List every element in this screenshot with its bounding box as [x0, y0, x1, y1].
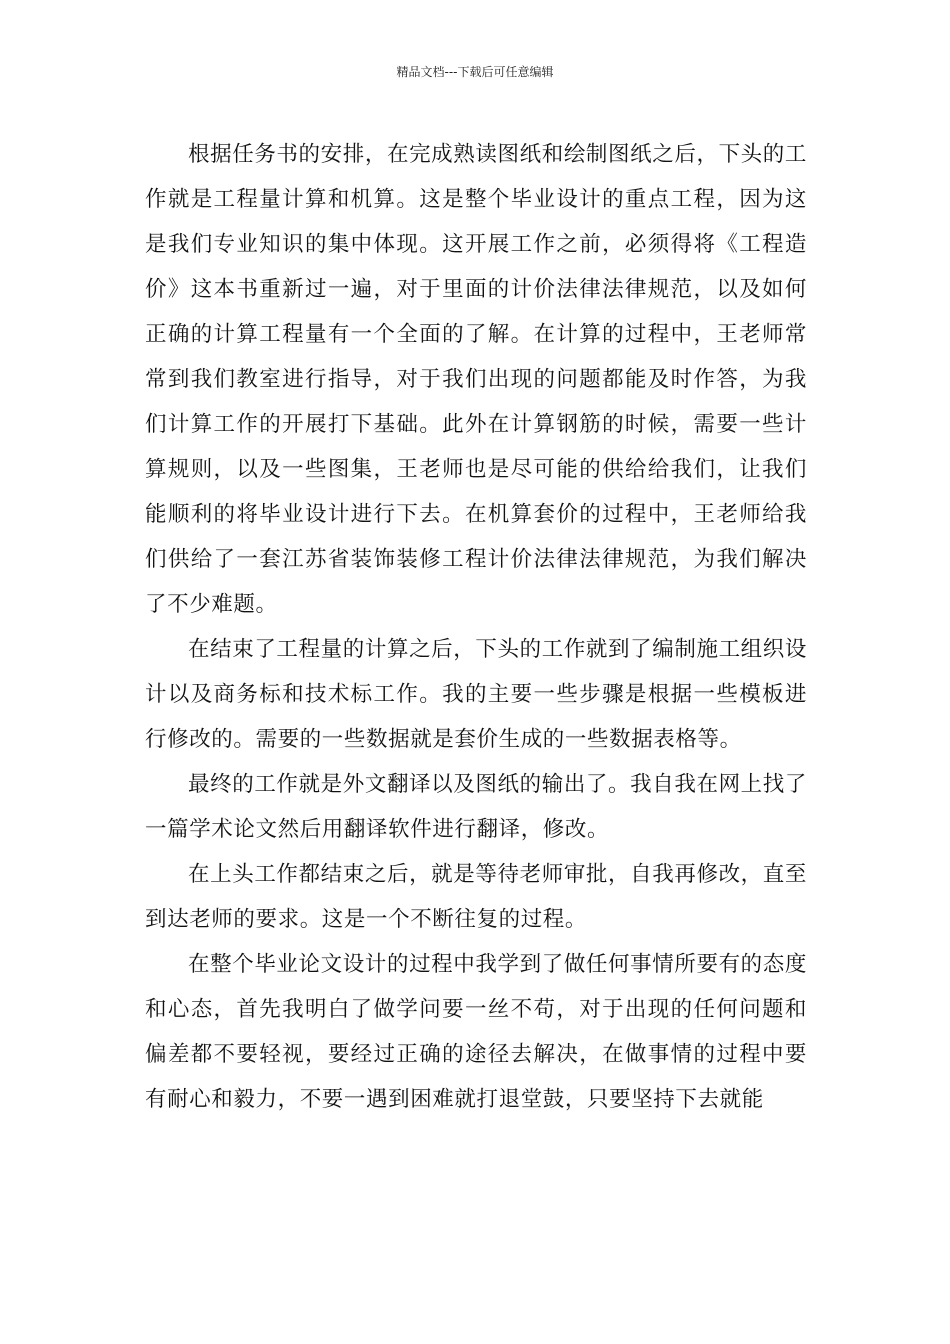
paragraph-translation: 最终的工作就是外文翻译以及图纸的输出了。我自我在网上找了一篇学术论文然后用翻译软件进行翻译，修改。	[145, 772, 807, 842]
paragraph-review: 在上头工作都结束之后，就是等待老师审批，自我再修改，直至到达老师的要求。这是一个不断往复的过程。	[145, 862, 807, 932]
page-header: 精品文档---下载后可任意编辑	[396, 65, 554, 79]
document-body	[145, 132, 807, 1122]
paragraph-reflection: 在整个毕业论文设计的过程中我学到了做任何事情所要有的态度和心态，首先我明白了做学问要一丝不苟，对于出现的任何问题和偏差都不要轻视，要经过正确的途径去解决，在做事情的过程中要有耐心和毅力，不要一遇到困难就打退堂鼓，只要坚持下去就能	[145, 952, 807, 1112]
paragraph-construction-design: 在结束了工程量的计算之后，下头的工作就到了编制施工组织设计以及商务标和技术标工作。我的主要一些步骤是根据一些模板进行修改的。需要的一些数据就是套价生成的一些数据表格等。	[145, 637, 807, 752]
paragraph-calculation-work: 根据任务书的安排，在完成熟读图纸和绘制图纸之后，下头的工作就是工程量计算和机算。这是整个毕业设计的重点工程，因为这是我们专业知识的集中体现。这开展工作之前，必须得将《工程造价》这本书重新过一遍，对于里面的计价法律法律规范，以及如何正确的计算工程量有一个全面的了解。在计算的过程中，王老师常常到我们教室进行指导，对于我们出现的问题都能及时作答，为我们计算工作的开展打下基础。此外在计算钢筋的时候，需要一些计算规则，以及一些图集，王老师也是尽可能的供给给我们，让我们能顺利的将毕业设计进行下去。在机算套价的过程中，王老师给我们供给了一套江苏省装饰装修工程计价法律法律规范，为我们解决了不少难题。	[145, 142, 807, 617]
